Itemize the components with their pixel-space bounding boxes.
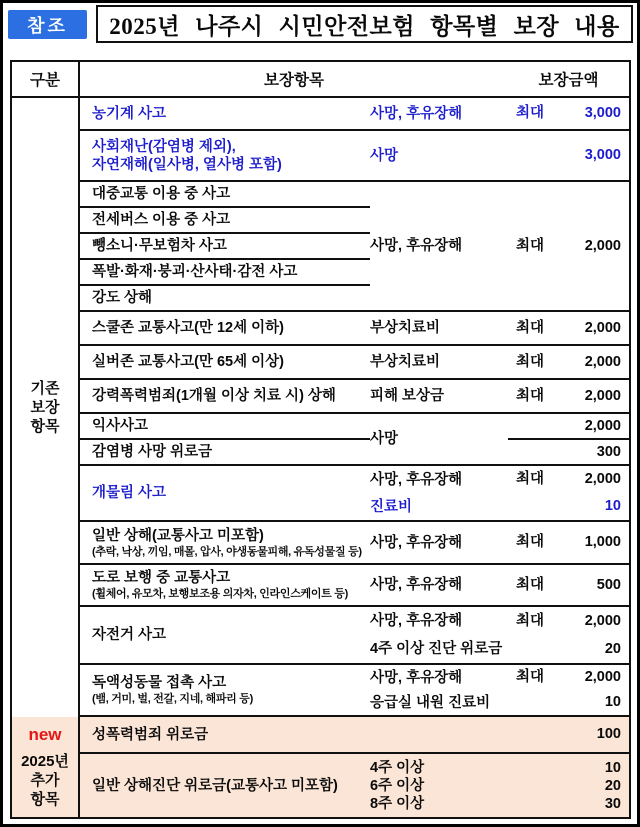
- coverage-type-label: 8주 이상: [370, 795, 425, 812]
- coverage-type-label: 6주 이상: [370, 777, 425, 794]
- amount-prefix: 최대: [516, 387, 545, 404]
- amounts-col: [508, 607, 629, 663]
- amount-cell: [508, 668, 629, 687]
- amount-value: 2,000: [584, 237, 621, 254]
- coverage-item: [80, 98, 370, 129]
- coverage-item-label: 독액성동물 접촉 사고: [92, 675, 227, 691]
- coverage-item: [80, 380, 370, 412]
- coverage-row-group: [80, 466, 629, 522]
- coverage-item-label: 일반 상해(교통사고 미포함): [92, 527, 264, 544]
- coverage-table: [10, 60, 631, 819]
- coverage-item-label: 전세버스 이용 중 사고: [92, 212, 231, 228]
- amount-value: 2,000: [584, 387, 621, 404]
- amount-cell: [508, 693, 629, 712]
- amount-value: 20: [604, 777, 621, 794]
- coverage-item: [80, 182, 370, 208]
- coverage-item-label: 사회재난(감염병 제외),: [92, 138, 236, 155]
- amounts-col: [508, 754, 629, 817]
- items-col: [80, 380, 370, 412]
- amount-cell: [508, 725, 629, 744]
- amount-cell: [508, 104, 629, 123]
- coverage-type-label: 사망, 후유장해: [370, 471, 463, 488]
- page-title: 2025년 나주시 시민안전보험 항목별 보장 내용: [109, 13, 620, 39]
- content-col: [370, 754, 508, 817]
- content-col: [370, 466, 508, 520]
- coverage-row-group: [80, 182, 629, 312]
- amount-prefix: 최대: [516, 576, 545, 593]
- coverage-type-label: 피해 보상금: [370, 388, 445, 404]
- items-col: [80, 414, 370, 464]
- coverage-item: [80, 717, 370, 752]
- category-label: 항목: [30, 418, 60, 435]
- amount-value: 2,000: [584, 669, 621, 685]
- coverage-item-label: 감염병 사망 위로금: [92, 444, 213, 460]
- coverage-type-label: 4주 이상 진단 위로금: [370, 641, 503, 657]
- new-badge: new: [28, 725, 62, 744]
- category-cell-new-2025: [12, 717, 80, 817]
- amount-cell: [508, 640, 629, 659]
- section-new-2025: [12, 717, 629, 817]
- section-existing: [12, 98, 629, 717]
- coverage-row-group: [80, 98, 629, 131]
- coverage-item: [80, 346, 370, 378]
- amount-value: 10: [604, 498, 621, 514]
- coverage-type-label: 사망, 후유장해: [370, 577, 463, 593]
- content-col: [370, 98, 508, 129]
- amount-prefix: 최대: [516, 105, 545, 121]
- coverage-row-group: [80, 414, 629, 466]
- amount-prefix: 최대: [516, 471, 545, 487]
- row-groups: [80, 98, 629, 717]
- coverage-item-label: 자전거 사고: [92, 627, 167, 643]
- category-label: 2025년: [21, 753, 69, 770]
- coverage-item-label: 익사사고: [92, 418, 149, 434]
- content-col: [370, 607, 508, 663]
- category-label: 기존: [30, 380, 60, 397]
- items-col: [80, 131, 370, 180]
- coverage-item-label: 대중교통 이용 중 사고: [92, 186, 231, 202]
- amount-prefix: 최대: [516, 319, 545, 336]
- title-box: [96, 5, 633, 43]
- amount-prefix: 최대: [516, 612, 545, 629]
- amounts-col: [508, 131, 629, 180]
- amounts-col: [508, 380, 629, 412]
- amount-value: 2,000: [584, 417, 621, 434]
- amounts-col: [508, 565, 629, 605]
- coverage-row-group: [80, 754, 629, 817]
- coverage-item: [80, 754, 370, 817]
- coverage-item-label: 농기계 사고: [92, 105, 167, 122]
- coverage-item: [80, 440, 370, 464]
- items-col: [80, 312, 370, 344]
- coverage-type-label: 진료비: [370, 498, 413, 515]
- items-col: [80, 717, 370, 752]
- coverage-item-sublabel: (뱀, 거미, 벌, 전갈, 지네, 해파리 등): [92, 693, 253, 705]
- amount-cell: [508, 576, 629, 595]
- amount-value: 500: [596, 576, 621, 593]
- coverage-item-label: 일반 상해진단 위로금(교통사고 미포함): [92, 777, 338, 794]
- coverage-item-label: 폭발·화재·붕괴·산사태·감전 사고: [92, 264, 298, 280]
- amount-cell: [508, 533, 629, 552]
- coverage-item-label: 성폭력범죄 위로금: [92, 726, 209, 743]
- amounts-col: [508, 182, 629, 310]
- items-col: [80, 665, 370, 715]
- coverage-item: [80, 312, 370, 344]
- coverage-row-group: [80, 380, 629, 414]
- coverage-item: [80, 565, 370, 605]
- coverage-row-group: [80, 312, 629, 346]
- coverage-type-label: 부상치료비: [370, 320, 441, 336]
- amount-cell: [508, 497, 629, 516]
- amount-cell: [508, 237, 629, 256]
- amount-cell: [508, 353, 629, 372]
- coverage-item: [80, 286, 370, 310]
- content-col: [370, 414, 508, 464]
- amounts-col: [508, 346, 629, 378]
- amount-value: 30: [604, 795, 621, 812]
- coverage-type-label: 응급실 내원 진료비: [370, 694, 491, 711]
- amount-cell: [508, 414, 629, 440]
- amount-prefix: 최대: [516, 669, 545, 685]
- content-col: [370, 665, 508, 715]
- amount-cell: [508, 387, 629, 406]
- category-label: 보장: [30, 399, 60, 416]
- category-cell-existing: [12, 98, 80, 717]
- content-col: [370, 565, 508, 605]
- coverage-item: [80, 131, 370, 180]
- coverage-item-label: 자연재해(일사병, 열사병 포함): [92, 156, 282, 173]
- coverage-item: [80, 607, 370, 663]
- coverage-item: [80, 260, 370, 286]
- coverage-item: [80, 414, 370, 440]
- category-label: 추가: [30, 772, 60, 789]
- content-col: [370, 131, 508, 180]
- coverage-item-label: 뺑소니·무보험차 사고: [92, 238, 227, 254]
- coverage-type-label: 사망, 후유장해: [370, 669, 463, 686]
- document-header: [8, 5, 633, 43]
- coverage-type-label: 사망: [370, 431, 399, 447]
- amount-value: 100: [596, 726, 621, 742]
- items-col: [80, 182, 370, 310]
- amount-cell: [508, 146, 629, 165]
- amount-cell: [508, 795, 629, 813]
- coverage-item: [80, 466, 370, 520]
- amount-cell: [508, 777, 629, 795]
- coverage-item: [80, 208, 370, 234]
- items-col: [80, 98, 370, 129]
- coverage-row-group: [80, 131, 629, 182]
- coverage-item-label: 강도 상해: [92, 290, 153, 306]
- coverage-item-label: 도로 보행 중 교통사고: [92, 570, 231, 586]
- amount-prefix: 최대: [516, 353, 545, 370]
- content-col: [370, 182, 508, 310]
- coverage-type-label: 부상치료비: [370, 354, 441, 370]
- coverage-item-sublabel: (추락, 낙상, 끼임, 매몰, 압사, 야생동물피해, 유독성물질 등): [92, 545, 362, 558]
- row-groups: [80, 717, 629, 817]
- amount-prefix: 최대: [516, 534, 545, 550]
- amounts-col: [508, 522, 629, 563]
- amount-value: 300: [596, 443, 621, 460]
- amount-value: 10: [604, 759, 621, 776]
- items-col: [80, 522, 370, 563]
- category-label: 항목: [30, 791, 60, 808]
- amounts-col: [508, 98, 629, 129]
- amount-value: 2,000: [584, 353, 621, 370]
- amount-value: 2,000: [584, 471, 621, 487]
- amount-cell: [508, 612, 629, 631]
- amount-value: 10: [604, 694, 621, 710]
- amount-cell: [508, 319, 629, 338]
- coverage-row-group: [80, 717, 629, 754]
- amount-value: 3,000: [584, 147, 621, 163]
- amounts-col: [508, 665, 629, 715]
- amount-value: 20: [604, 640, 621, 657]
- coverage-item-sublabel: (휠체어, 유모차, 보행보조용 의자차, 인라인스케이트 등): [92, 588, 348, 600]
- amount-value: 1,000: [584, 534, 621, 550]
- coverage-row-group: [80, 607, 629, 665]
- amount-cell: [508, 440, 629, 464]
- content-col: [370, 346, 508, 378]
- amount-cell: [508, 470, 629, 489]
- amount-value: 2,000: [584, 612, 621, 629]
- coverage-item: [80, 234, 370, 260]
- items-col: [80, 346, 370, 378]
- content-col: [370, 522, 508, 563]
- amounts-col: [508, 414, 629, 464]
- coverage-item: [80, 665, 370, 715]
- coverage-item-label: 강력폭력범죄(1개월 이상 치료 시) 상해: [92, 388, 336, 404]
- table-header-row: [12, 62, 629, 98]
- amounts-col: [508, 466, 629, 520]
- content-col: [370, 380, 508, 412]
- coverage-type-label: 4주 이상: [370, 759, 425, 776]
- coverage-row-group: [80, 346, 629, 380]
- items-col: [80, 607, 370, 663]
- amounts-col: [508, 312, 629, 344]
- coverage-row-group: [80, 665, 629, 717]
- coverage-row-group: [80, 522, 629, 565]
- coverage-type-label: 사망, 후유장해: [370, 105, 463, 122]
- coverage-item-label: 개물림 사고: [92, 485, 167, 501]
- amount-cell: [508, 759, 629, 777]
- items-col: [80, 466, 370, 520]
- coverage-item-label: 실버존 교통사고(만 65세 이상): [92, 354, 284, 370]
- coverage-type-label: 사망, 후유장해: [370, 534, 463, 551]
- reference-badge: 참조: [8, 10, 87, 39]
- content-col: [370, 717, 508, 752]
- amount-value: 2,000: [584, 319, 621, 336]
- coverage-type-label: 사망: [370, 147, 399, 164]
- amount-prefix: 최대: [516, 237, 545, 254]
- items-col: [80, 754, 370, 817]
- column-header-item: 보장항목: [264, 72, 324, 89]
- items-col: [80, 565, 370, 605]
- coverage-row-group: [80, 565, 629, 607]
- coverage-type-label: 사망, 후유장해: [370, 238, 463, 254]
- column-header-category: 구분: [12, 62, 80, 96]
- coverage-item-label: 스쿨존 교통사고(만 12세 이하): [92, 320, 284, 336]
- coverage-type-label: 사망, 후유장해: [370, 613, 463, 629]
- coverage-item: [80, 522, 370, 563]
- amounts-col: [508, 717, 629, 752]
- content-col: [370, 312, 508, 344]
- table-body: [12, 98, 629, 817]
- amount-value: 3,000: [584, 105, 621, 121]
- column-header-amount: 보장금액: [538, 72, 599, 89]
